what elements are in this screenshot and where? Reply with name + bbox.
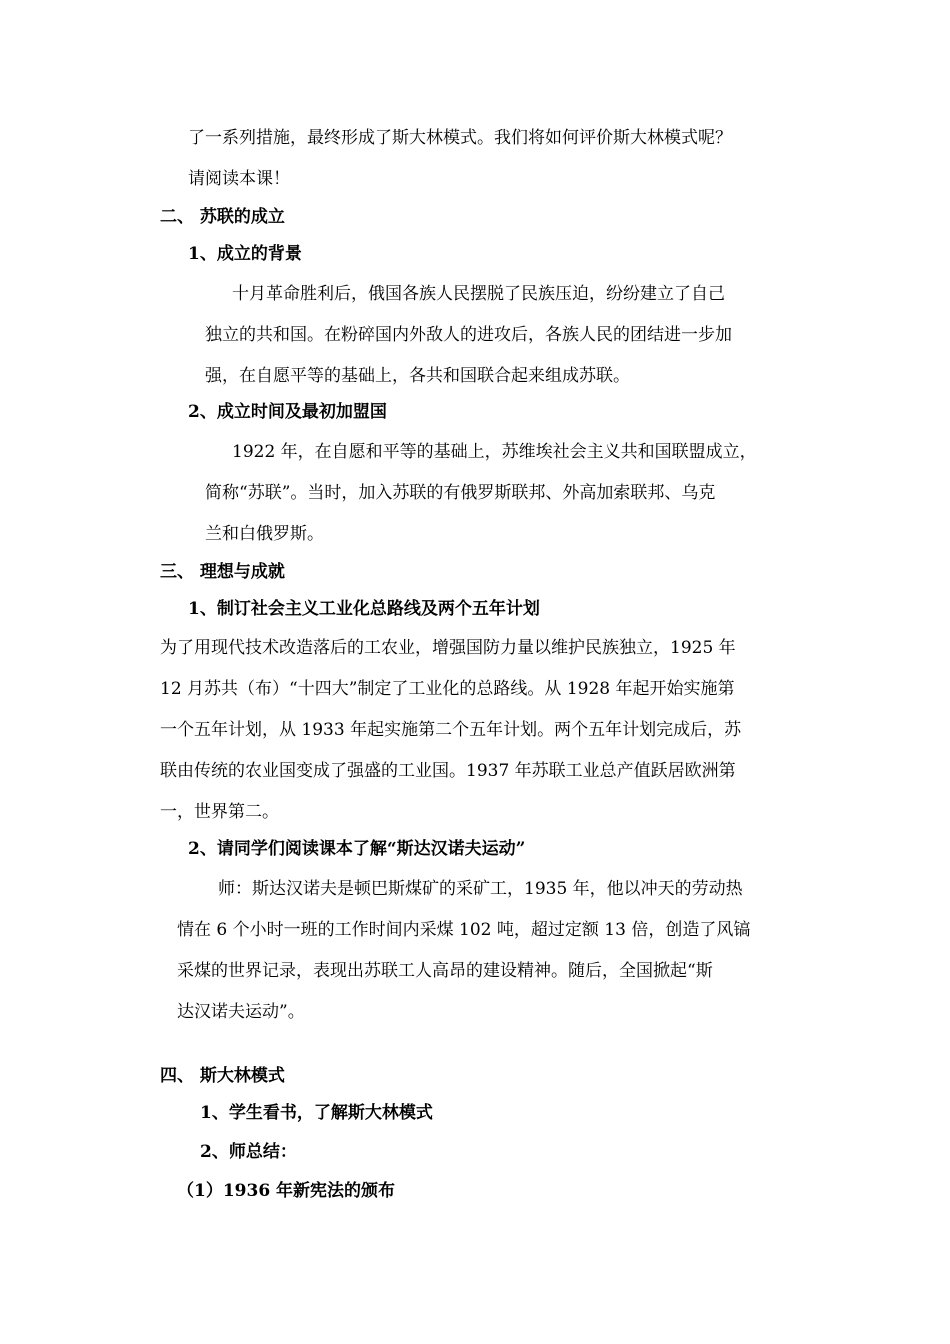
paragraph-line: 独立的共和国。在粉碎国内外敌人的进攻后，各族人民的团结进一步加 — [205, 325, 732, 345]
paragraph-line: 一，世界第二。 — [160, 802, 279, 822]
paragraph-line: 达汉诺夫运动”。 — [177, 1002, 305, 1022]
paragraph-line: 十月革命胜利后，俄国各族人民摆脱了民族压迫，纷纷建立了自己 — [232, 284, 725, 304]
subsection-heading: （1）1936 年新宪法的颁布 — [177, 1181, 396, 1201]
paragraph-line: 12 月苏共（布）“十四大”制定了工业化的总路线。从 1928 年起开始实施第 — [160, 679, 735, 699]
paragraph-line: 为了用现代技术改造落后的工农业，增强国防力量以维护民族独立，1925 年 — [160, 638, 736, 658]
subsection-heading: 1、成立的背景 — [188, 244, 302, 264]
subsection-heading: 1、学生看书，了解斯大林模式 — [200, 1103, 433, 1123]
subsection-heading: 2、师总结： — [200, 1142, 297, 1162]
subsection-heading: 2、请同学们阅读课本了解“斯达汉诺夫运动” — [188, 839, 526, 859]
paragraph-line: 了一系列措施，最终形成了斯大林模式。我们将如何评价斯大林模式呢？ — [188, 128, 732, 148]
paragraph-line: 采煤的世界记录，表现出苏联工人高昂的建设精神。随后，全国掀起“斯 — [177, 961, 713, 981]
subsection-heading: 1、制订社会主义工业化总路线及两个五年计划 — [188, 599, 540, 619]
section-heading: 四、 斯大林模式 — [160, 1066, 285, 1086]
paragraph-line: 请阅读本课！ — [188, 169, 290, 189]
paragraph-line: 联由传统的农业国变成了强盛的工业国。1937 年苏联工业总产值跃居欧洲第 — [160, 761, 736, 781]
paragraph-line: 简称“苏联”。当时，加入苏联的有俄罗斯联邦、外高加索联邦、乌克 — [205, 483, 716, 503]
paragraph-line: 情在 6 个小时一班的工作时间内采煤 102 吨，超过定额 13 倍，创造了风镐 — [177, 920, 751, 940]
section-heading: 三、 理想与成就 — [160, 562, 285, 582]
paragraph-line: 一个五年计划，从 1933 年起实施第二个五年计划。两个五年计划完成后，苏 — [160, 720, 742, 740]
paragraph-line: 师：斯达汉诺夫是顿巴斯煤矿的采矿工，1935 年，他以冲天的劳动热 — [218, 879, 743, 899]
subsection-heading: 2、成立时间及最初加盟国 — [188, 402, 387, 422]
paragraph-line: 兰和白俄罗斯。 — [205, 524, 324, 544]
section-heading: 二、 苏联的成立 — [160, 207, 285, 227]
paragraph-line: 1922 年，在自愿和平等的基础上，苏维埃社会主义共和国联盟成立， — [232, 442, 757, 462]
paragraph-line: 强，在自愿平等的基础上，各共和国联合起来组成苏联。 — [205, 366, 630, 386]
